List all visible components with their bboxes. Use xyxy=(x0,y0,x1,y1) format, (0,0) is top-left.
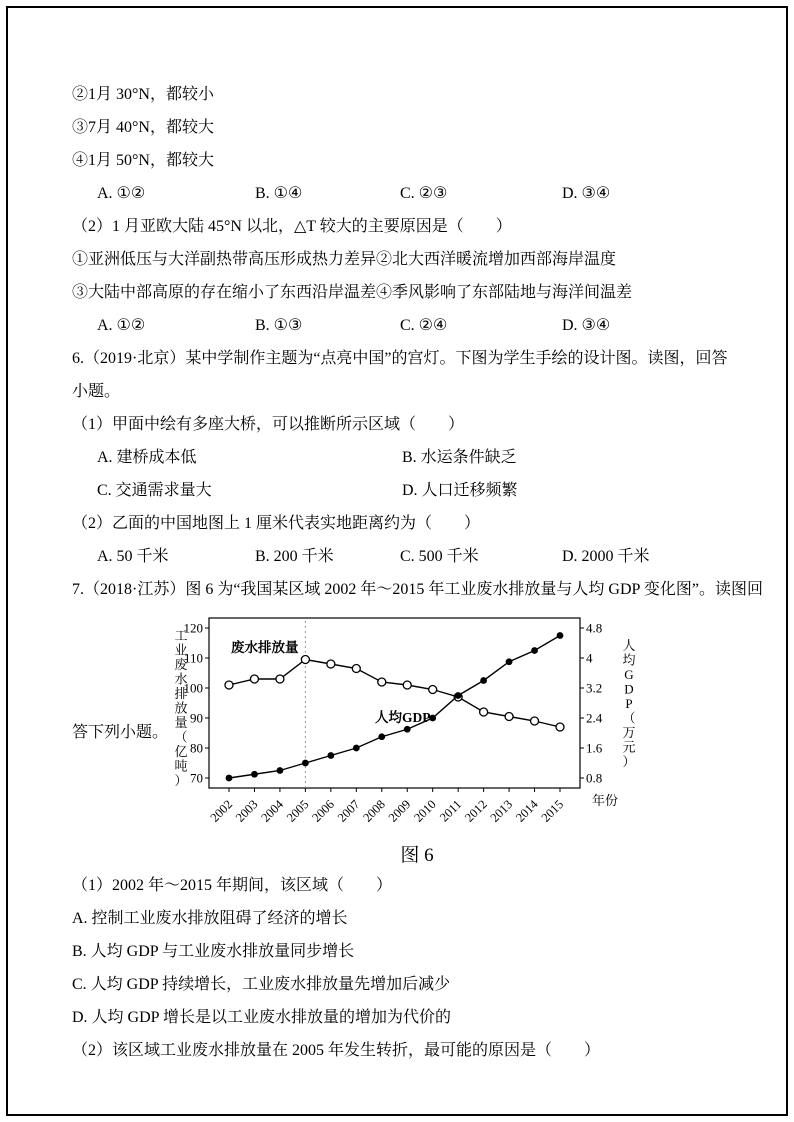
svg-text:工业废水排放量（亿吨）: 工业废水排放量（亿吨） xyxy=(174,628,188,788)
svg-text:2006: 2006 xyxy=(309,797,337,825)
svg-text:2011: 2011 xyxy=(437,797,465,825)
q5-option-a2: A. ①② xyxy=(97,317,146,334)
svg-text:人均GDP: 人均GDP xyxy=(375,710,431,725)
q5-reason-line-1: ①亚洲低压与大洋副热带高压形成热力差异②北大西洋暖流增加西部海岸温度 xyxy=(72,251,617,268)
q5-statement-2: ②1月 30°N，都较小 xyxy=(72,86,214,103)
svg-text:0.8: 0.8 xyxy=(586,770,603,786)
svg-text:2009: 2009 xyxy=(385,797,414,825)
svg-text:2013: 2013 xyxy=(487,797,516,825)
q6-sub1-options-row-2 xyxy=(97,474,740,507)
q6-stem: 6.（2019·北京）某中学制作主题为“点亮中国”的宫灯。下图为学生手绘的设计图。读图，回答小题。 xyxy=(72,350,728,400)
svg-text:2002: 2002 xyxy=(207,797,236,825)
q6-sub1-option-d: D. 人口迁移频繁 xyxy=(402,482,518,499)
svg-text:2012: 2012 xyxy=(462,797,490,825)
q7-stem-continued: 答下列小题。 xyxy=(72,724,169,741)
q7-sub1-option-a: A. 控制工业废水排放阻碍了经济的增长 xyxy=(72,910,348,927)
page-content xyxy=(8,8,786,1067)
svg-text:90: 90 xyxy=(190,710,203,726)
svg-text:70: 70 xyxy=(190,770,203,786)
q7-sub1-option-c: C. 人均 GDP 持续增长，工业废水排放量先增加后减少 xyxy=(72,976,451,993)
figure-6 xyxy=(72,608,740,869)
svg-text:80: 80 xyxy=(190,740,203,756)
q5-option-a1: A. ①② xyxy=(97,185,146,202)
q7-subquestion-1: （1）2002 年～2015 年期间，该区域（ ） xyxy=(72,877,393,894)
svg-text:人均GDP（万元）: 人均 G D P （万元） xyxy=(622,638,636,769)
q5-options-row-2 xyxy=(97,309,740,342)
q6-subquestion-2: （2）乙面的中国地图上 1 厘米代表实地距离约为（ ） xyxy=(72,515,481,532)
svg-text:100: 100 xyxy=(183,680,203,696)
svg-text:2007: 2007 xyxy=(334,797,363,825)
q6-subquestion-1: （1）甲面中绘有多座大桥，可以推断所示区域（ ） xyxy=(72,416,465,433)
q5-subquestion-2: （2）1 月亚欧大陆 45°N 以北，△T 较大的主要原因是（ ） xyxy=(72,218,512,235)
svg-text:2014: 2014 xyxy=(513,797,541,825)
svg-text:110: 110 xyxy=(183,650,203,666)
q5-option-d2: D. ③④ xyxy=(562,317,611,334)
q5-option-b1: B. ①④ xyxy=(255,185,303,202)
q5-options-row-1 xyxy=(97,177,740,210)
q6-sub2-options-row xyxy=(97,540,740,573)
q5-statement-4: ④1月 50°N，都较大 xyxy=(72,152,214,169)
q6-sub1-options-row-1 xyxy=(97,441,740,474)
q6-sub1-option-b: B. 水运条件缺乏 xyxy=(402,449,517,466)
svg-text:3.2: 3.2 xyxy=(586,680,603,696)
svg-text:2.4: 2.4 xyxy=(586,710,603,726)
q6-sub1-option-a: A. 建桥成本低 xyxy=(97,449,197,466)
svg-text:4: 4 xyxy=(586,650,593,666)
svg-text:2010: 2010 xyxy=(411,797,439,825)
q6-sub2-option-a: A. 50 千米 xyxy=(97,548,169,565)
svg-text:4.8: 4.8 xyxy=(586,620,603,636)
q5-option-b2: B. ①③ xyxy=(255,317,303,334)
q5-option-d1: D. ③④ xyxy=(562,185,611,202)
q7-sub1-option-d: D. 人均 GDP 增长是以工业废水排放量的增加为代价的 xyxy=(72,1009,451,1026)
svg-text:2005: 2005 xyxy=(283,797,312,825)
svg-text:2004: 2004 xyxy=(258,797,287,825)
q7-sub1-option-b: B. 人均 GDP 与工业废水排放量同步增长 xyxy=(72,943,355,960)
q6-sub2-option-d: D. 2000 千米 xyxy=(562,548,650,565)
svg-text:2003: 2003 xyxy=(233,797,261,825)
svg-text:2015: 2015 xyxy=(538,797,567,825)
q7-stem: 7.（2018·江苏）图 6 为“我国某区域 2002 年～2015 年工业废水排放量与人均 GDP 变化图”。读图回 xyxy=(72,581,763,598)
q6-sub2-option-c: C. 500 千米 xyxy=(400,548,479,565)
q5-option-c1: C. ②③ xyxy=(400,185,448,202)
q6-sub1-option-c: C. 交通需求量大 xyxy=(97,482,212,499)
document-page xyxy=(6,6,788,1116)
svg-text:120: 120 xyxy=(183,620,203,636)
q5-reason-line-2: ③大陆中部高原的存在缩小了东西沿岸温差④季风影响了东部陆地与海洋间温差 xyxy=(72,284,633,301)
svg-text:1.6: 1.6 xyxy=(586,740,603,756)
svg-text:废水排放量: 废水排放量 xyxy=(231,640,299,655)
figure-caption: 图 6 xyxy=(400,845,434,866)
q5-statement-3: ③7月 40°N，都较大 xyxy=(72,119,214,136)
svg-text:年份: 年份 xyxy=(592,793,619,808)
svg-text:2008: 2008 xyxy=(360,797,388,825)
q7-subquestion-2: （2）该区域工业废水排放量在 2005 年发生转折，最可能的原因是（ ） xyxy=(72,1042,601,1059)
q6-sub2-option-b: B. 200 千米 xyxy=(255,548,334,565)
q5-option-c2: C. ②④ xyxy=(400,317,448,334)
wastewater-gdp-line-chart xyxy=(167,608,667,843)
